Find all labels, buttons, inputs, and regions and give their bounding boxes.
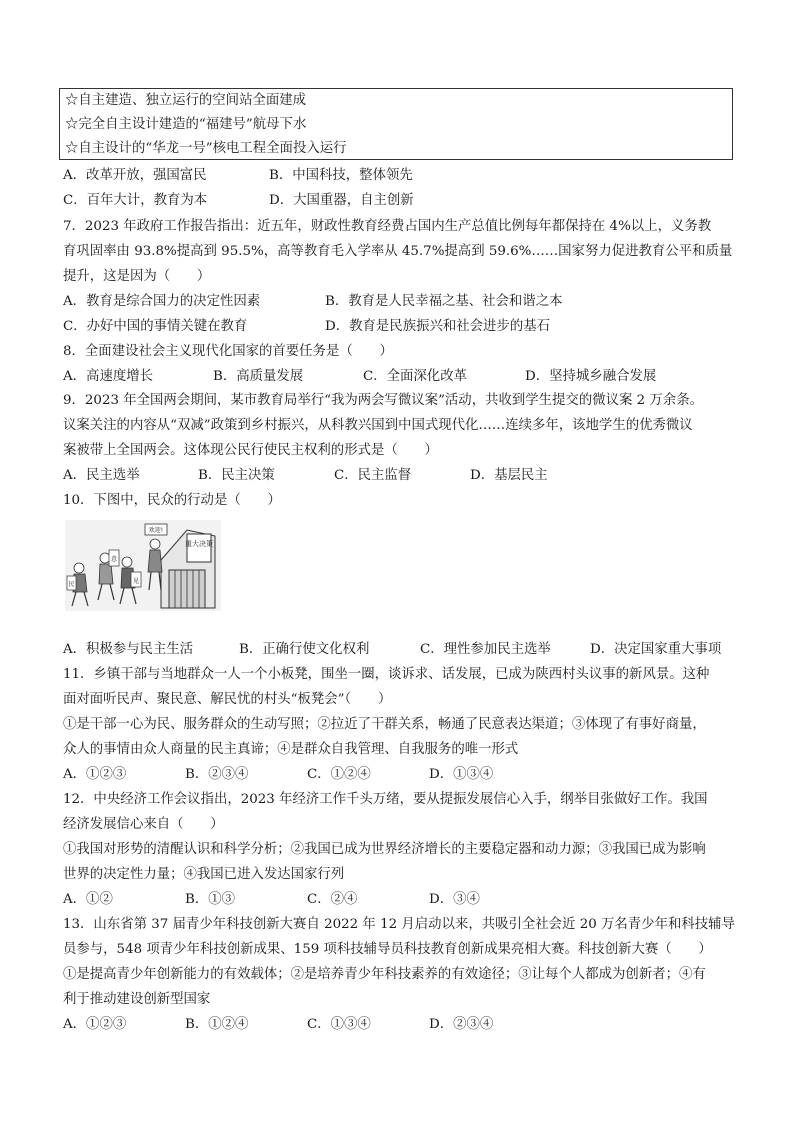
q7-option-b[interactable]: B．教育是人民幸福之基、社会和谐之本 — [325, 294, 563, 309]
q11-stem: 面对面听民声、聚民意、解民忧的村头“板凳会”（ ） — [63, 692, 392, 707]
q7-option-a[interactable]: A．教育是综合国力的决定性因素 — [63, 294, 261, 309]
q10-option-a[interactable]: A．积极参与民主生活 — [63, 642, 194, 657]
q9-option-a[interactable]: A．民主选举 — [63, 468, 140, 483]
q7-option-c[interactable]: C．办好中国的事情关键在教育 — [63, 319, 248, 334]
q11-option-d[interactable]: D．①③④ — [429, 767, 494, 782]
q10-stem: 10．下图中，民众的行动是（ ） — [63, 493, 281, 508]
q7-stem: 育巩固率由 93.8%提高到 95.5%，高等教育毛入学率从 45.7%提高到 59.6%……国家努力促进教育公平和质量 — [63, 244, 733, 259]
q12-option-c[interactable]: C．②④ — [307, 892, 358, 907]
q8-option-b[interactable]: B．高质量发展 — [213, 369, 304, 384]
q11-statements: 众人的事情由众人商量的民主真谛；④是群众自我管理、自我服务的唯一形式 — [63, 742, 519, 757]
q9-option-d[interactable]: D．基层民主 — [470, 468, 548, 483]
q11-statements: ①是干部一心为民、服务群众的生动写照；②拉近了干群关系，畅通了民意表达渠道；③体现了有事好商量， — [63, 717, 706, 732]
paper-text: 见 — [132, 578, 140, 585]
q8-stem: 8．全面建设社会主义现代化国家的首要任务是（ ） — [63, 344, 393, 359]
achievements-box — [59, 88, 733, 160]
q13-statements: 利于推动建设创新型国家 — [63, 992, 211, 1007]
q12-option-a[interactable]: A．①② — [63, 892, 113, 907]
q10-option-c[interactable]: C．理性参加民主选举 — [420, 642, 551, 657]
q11-option-c[interactable]: C．①②④ — [307, 767, 371, 782]
q9-option-c[interactable]: C．民主监督 — [334, 468, 412, 483]
q8-option-c[interactable]: C．全面深化改革 — [363, 369, 467, 384]
q12-statements: 世界的决定性力量；④我国已进入发达国家行列 — [63, 867, 345, 882]
q12-stem: 经济发展信心来自（ ） — [63, 817, 224, 832]
q7-option-d[interactable]: D．教育是民族振兴和社会进步的基石 — [325, 319, 550, 334]
decision-sign: 重大决策 — [185, 540, 213, 548]
q13-statements: ①是提高青少年创新能力的有效载体；②是培养青少年科技素养的有效途径；③让每个人都成为创新者；④有 — [63, 967, 706, 982]
q6-option-a[interactable]: A．改革开放，强国富民 — [63, 168, 207, 183]
q9-stem: 9．2023 年全国两会期间，某市教育局举行“我为两会写微议案”活动，共收到学生提交的微议案 2 万余条。 — [63, 393, 703, 408]
q11-stem: 11．乡镇干部与当地群众一人一个小板凳，围坐一圈，谈诉求、话发展，已成为陕西村头议事的新风景。这种 — [63, 667, 710, 682]
q13-stem: 员参与，548 项青少年科技创新成果、159 项科技辅导员科技教育创新成果亮相大赛。科技创新大赛（ ） — [63, 942, 712, 957]
q13-option-b[interactable]: B．①②④ — [185, 1017, 249, 1032]
q8-option-a[interactable]: A．高速度增长 — [63, 369, 154, 384]
speech-bubble-text: 欢迎! — [148, 527, 164, 534]
box-line: ☆自主建造、独立运行的空间站全面建成 — [65, 93, 307, 108]
q9-option-b[interactable]: B．民主决策 — [198, 468, 275, 483]
box-line: ☆自主设计的“华龙一号”核电工程全面投入运行 — [65, 141, 347, 156]
q8-option-d[interactable]: D．坚持城乡融合发展 — [525, 369, 657, 384]
q12-option-d[interactable]: D．③④ — [429, 892, 480, 907]
q11-option-b[interactable]: B．②③④ — [185, 767, 249, 782]
q7-stem: 7．2023 年政府工作报告指出：近五年，财政性教育经费占国内生产总值比例每年都保持在 4%以上，义务教 — [63, 219, 712, 234]
cartoon-illustration — [65, 520, 221, 611]
q10-option-b[interactable]: B．正确行使文化权利 — [239, 642, 370, 657]
q12-option-b[interactable]: B．①③ — [185, 892, 236, 907]
q12-statements: ①我国对形势的清醒认识和科学分析；②我国已成为世界经济增长的主要稳定器和动力源；③我国已成为影响 — [63, 842, 706, 857]
q13-option-d[interactable]: D．②③④ — [429, 1017, 494, 1032]
paper-text: 意 — [110, 556, 118, 563]
q7-stem: 提升，这是因为（ ） — [63, 269, 211, 284]
q11-option-a[interactable]: A．①②③ — [63, 767, 127, 782]
box-line: ☆完全自主设计建造的“福建号”航母下水 — [65, 117, 307, 132]
q13-option-c[interactable]: C．①③④ — [307, 1017, 371, 1032]
q6-option-d[interactable]: D．大国重器，自主创新 — [269, 193, 414, 208]
q9-stem: 案被带上全国两会。这体现公民行使民主权利的形式是（ ） — [63, 443, 438, 458]
paper-text: 民 — [68, 581, 75, 588]
q13-option-a[interactable]: A．①②③ — [63, 1017, 127, 1032]
q12-stem: 12．中央经济工作会议指出，2023 年经济工作千头万绪，要从提振发展信心入手，纲举目张做好工作。我国 — [63, 792, 708, 807]
q9-stem: 议案关注的内容从“双减”政策到乡村振兴，从科教兴国到中国式现代化……连续多年，该地学生的优秀微议 — [63, 418, 693, 433]
q6-option-c[interactable]: C．百年大计，教育为本 — [63, 193, 208, 208]
q10-option-d[interactable]: D．决定国家重大事项 — [590, 642, 722, 657]
q6-option-b[interactable]: B．中国科技，整体领先 — [269, 168, 413, 183]
q13-stem: 13．山东省第 37 届青少年科技创新大赛自 2022 年 12 月启动以来，共吸引全社会近 20 万名青少年和科技辅导 — [63, 917, 735, 932]
